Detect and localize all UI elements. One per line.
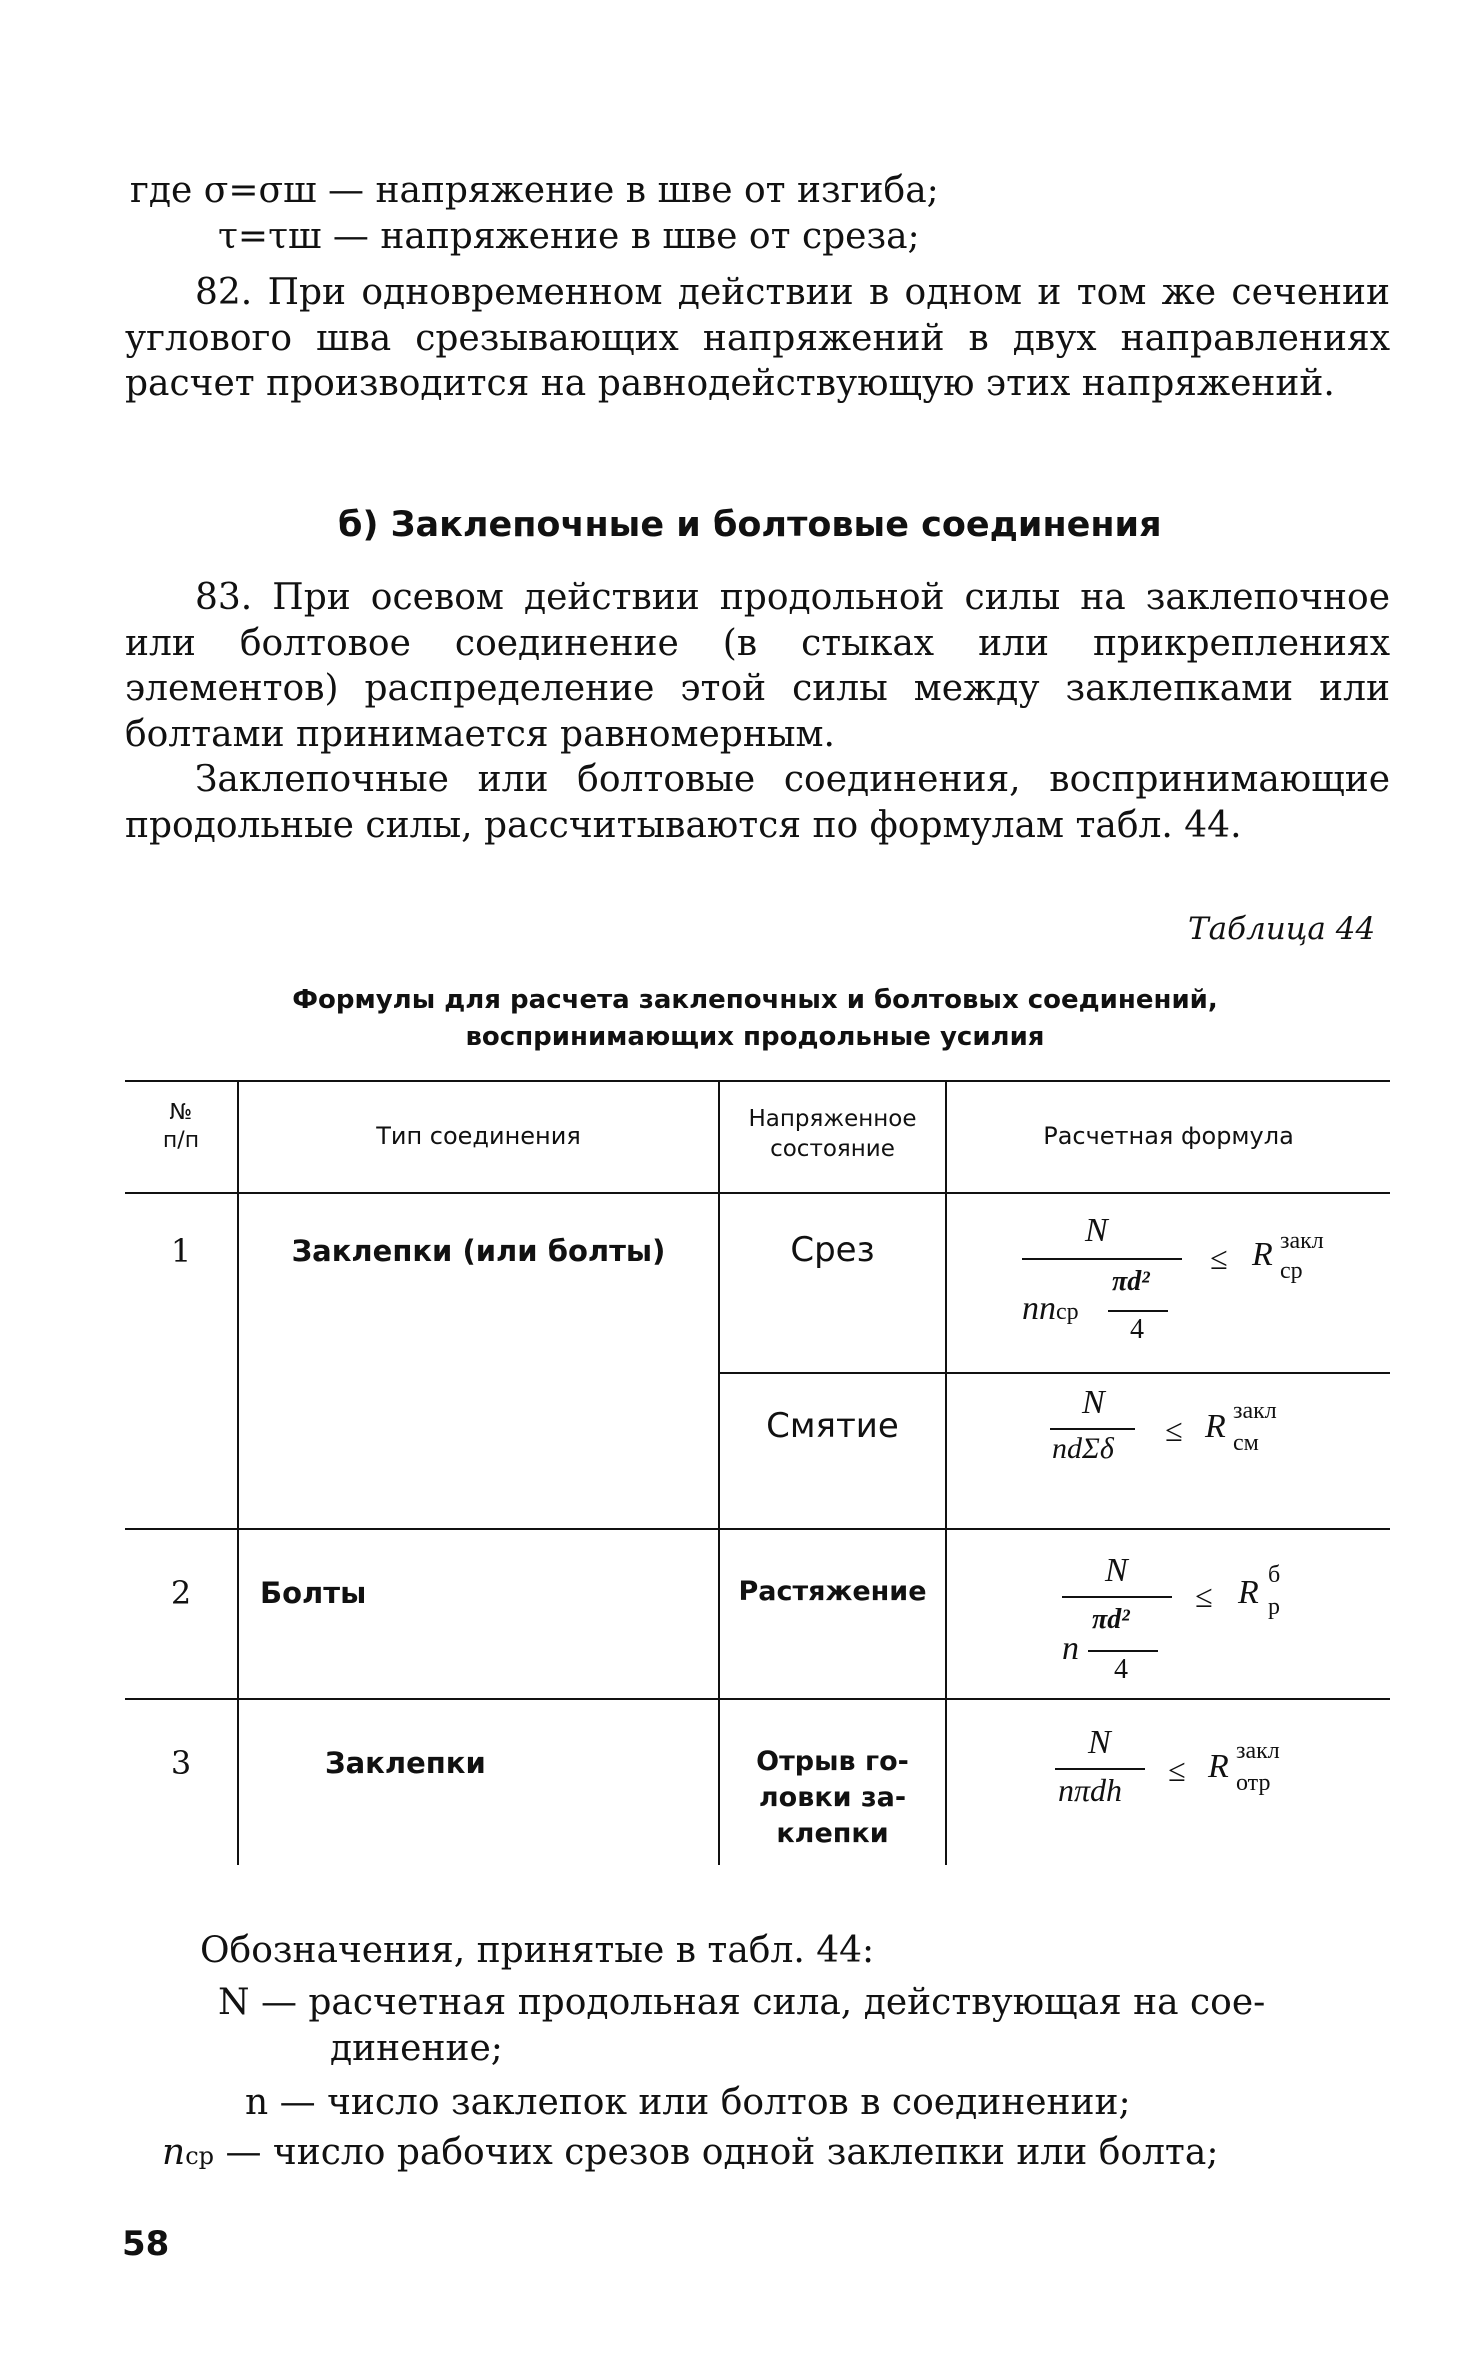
row1b-state: Смятие	[766, 1406, 899, 1446]
notation-ncp-text: — число рабочих срезов одной заклепки или болта;	[225, 2132, 1219, 2173]
page-number: 58	[122, 2224, 170, 2264]
row3-num: 3	[170, 1744, 192, 1782]
table-top-rule	[125, 1080, 1390, 1082]
header-state-1: Напряженное	[748, 1106, 917, 1132]
row1-mid-rule	[718, 1372, 1390, 1374]
row1b-formula-R-sup: закл	[1233, 1398, 1277, 1424]
row3-formula-rel: ≤	[1168, 1752, 1186, 1788]
row2-formula-den-frac-den: 4	[1114, 1654, 1128, 1685]
row3-formula-den: nπdh	[1058, 1772, 1123, 1808]
row2-formula-den-main: n	[1062, 1630, 1079, 1667]
row1-formula-den-frac-bar	[1108, 1310, 1168, 1312]
notation-N-line-1: N — расчетная продольная сила, действующая на сое-	[218, 1982, 1266, 2023]
table-title-line-1: Формулы для расчета заклепочных и болтовых соединений,	[292, 985, 1218, 1015]
row2-formula-R: R	[1238, 1574, 1259, 1611]
col3-divider	[945, 1080, 947, 1865]
table-label: Таблица 44	[1188, 911, 1376, 947]
row1-formula-bar	[1022, 1258, 1182, 1260]
row1-formula-num: N	[1085, 1212, 1108, 1249]
row2-formula-den-frac-bar	[1088, 1650, 1158, 1652]
row3-formula-num: N	[1088, 1724, 1111, 1761]
row1-num: 1	[170, 1232, 192, 1270]
header-formula: Расчетная формула	[1043, 1122, 1294, 1150]
row1b-formula-num: N	[1082, 1384, 1105, 1421]
row1-formula-den-main: nnср	[1022, 1290, 1079, 1327]
row1b-formula-rel: ≤	[1165, 1412, 1183, 1448]
row1b-formula-R-sub: см	[1233, 1430, 1259, 1456]
row1-formula-R-sub: ср	[1280, 1258, 1303, 1284]
row3-state-2: ловки за-	[758, 1782, 907, 1813]
row3-formula-R-sup: закл	[1236, 1738, 1280, 1764]
row2-formula-bar	[1062, 1596, 1172, 1598]
row1-formula-rel: ≤	[1210, 1240, 1228, 1276]
row3-type: Заклепки	[325, 1746, 486, 1780]
row1-formula-R-sup: закл	[1280, 1228, 1324, 1254]
intro-line-2: τ=τш — напряжение в шве от среза;	[218, 216, 920, 257]
row2-formula-R-sub: р	[1268, 1594, 1280, 1620]
paragraph-83b: Заклепочные или болтовые соединения, воспринимающие продольные силы, рассчитываются по формулам табл. 44.	[125, 759, 1390, 846]
intro-line-1: где σ=σш — напряжение в шве от изгиба;	[130, 170, 939, 211]
header-state-2: состояние	[770, 1136, 895, 1162]
header-num-label: п/п	[162, 1128, 200, 1153]
notation-ncp-symbol: n	[162, 2132, 186, 2173]
notation-heading: Обозначения, принятые в табл. 44:	[200, 1930, 875, 1971]
table-title-line-2: воспринимающих продольные усилия	[465, 1022, 1045, 1052]
col1-divider	[237, 1080, 239, 1865]
row2-state: Растяжение	[738, 1576, 927, 1607]
row1b-formula-R: R	[1205, 1408, 1226, 1445]
header-bottom-rule	[125, 1192, 1390, 1194]
row2-formula-den-frac-num: πd²	[1092, 1604, 1130, 1635]
row3-formula-bar	[1055, 1768, 1145, 1770]
row2-bottom-rule	[125, 1698, 1390, 1700]
row1b-formula-bar	[1050, 1428, 1135, 1430]
row3-state-1: Отрыв го-	[756, 1746, 909, 1777]
notation-ncp-sub: ср	[185, 2142, 214, 2170]
paragraph-82: 82. При одновременном действии в одном и том же сечении углового шва срезывающих напряжений в двух направлениях расчет производится на равнодействующую этих напряжений.	[125, 272, 1390, 404]
paragraph-83: 83. При осевом действии продольной силы на заклепочное или болтовое соединение (в стыках или прикреплениях элементов) распределение этой силы между заклепками или болтами принимается равномерным.	[125, 577, 1390, 755]
row3-state-3: клепки	[776, 1818, 889, 1849]
notation-n-line: n — число заклепок или болтов в соединении;	[245, 2082, 1131, 2123]
notation-ncp-line	[162, 2130, 1218, 2179]
row2-formula-rel: ≤	[1195, 1578, 1213, 1614]
row1-formula-R: R	[1252, 1236, 1273, 1273]
row3-formula-R: R	[1208, 1748, 1229, 1785]
notation-N-line-2: динение;	[330, 2028, 503, 2069]
row3-formula-R-sub: отр	[1236, 1770, 1271, 1796]
row1-state: Срез	[790, 1230, 875, 1270]
row1-bottom-rule	[125, 1528, 1390, 1530]
row2-formula-R-sup: б	[1268, 1562, 1281, 1588]
row1-formula-den-frac-num: πd²	[1112, 1266, 1150, 1297]
row2-num: 2	[170, 1574, 192, 1612]
header-type: Тип соединения	[376, 1122, 581, 1150]
row2-type: Болты	[260, 1576, 367, 1610]
header-num-symbol: №	[169, 1100, 193, 1125]
row2-formula-num: N	[1105, 1552, 1128, 1589]
row1-formula-den-frac-den: 4	[1130, 1314, 1144, 1345]
row1-type: Заклепки (или болты)	[291, 1234, 666, 1268]
section-title: б) Заклепочные и болтовые соединения	[338, 505, 1162, 545]
row1b-formula-den: ndΣδ	[1052, 1432, 1114, 1465]
